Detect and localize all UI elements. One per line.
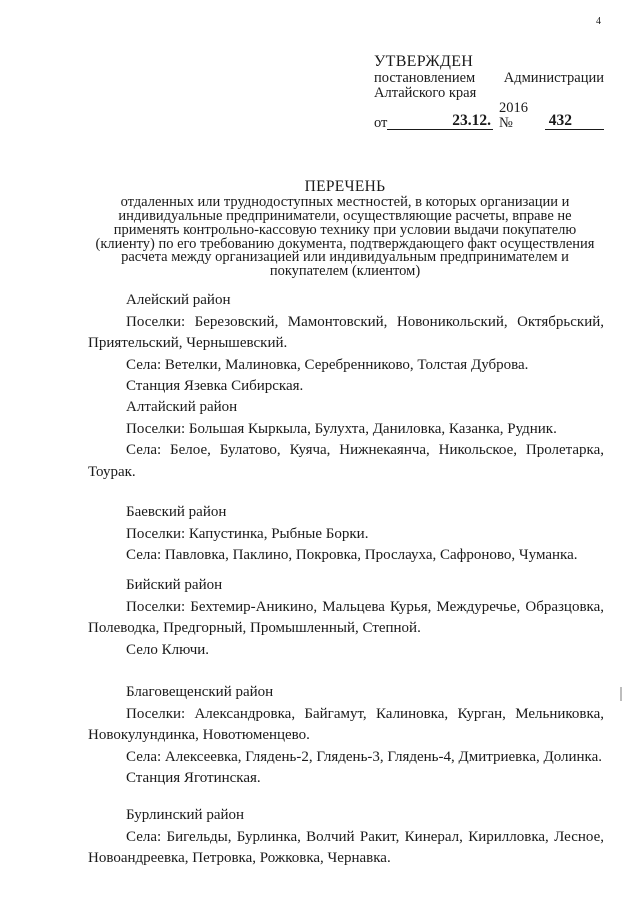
document-title: ПЕРЕЧЕНЬ	[304, 178, 386, 195]
district-block	[88, 805, 604, 870]
approval-resolution-line	[374, 71, 604, 86]
district-block	[88, 575, 604, 661]
district-name: Баевский район	[126, 504, 227, 520]
district-villages: Села: Ветелки, Малиновка, Серебренниково, Толстая Дуброва.	[126, 356, 529, 373]
district-settlements: Поселки: Бехтемир-Аникино, Мальцева Курья, Междуречье, Образцовка, Полеводка, Предгорный, Промышленный, Степной.	[88, 598, 604, 636]
district-villages: Села: Белое, Булатово, Куяча, Нижнекаянча, Никольское, Пролетарка, Тоурак.	[88, 442, 604, 480]
approval-date-prefix: от	[374, 114, 388, 131]
page-number: 4	[596, 16, 601, 27]
approval-year-number-label: 2016 №	[498, 100, 528, 131]
district-settlements: Поселки: Капустинка, Рыбные Борки.	[126, 525, 369, 542]
district-name: Алтайский район	[126, 399, 238, 415]
approval-date-row	[374, 101, 604, 130]
district-villages: Села: Бигельды, Бурлинка, Волчий Ракит, Кинерал, Кирилловка, Лесное, Новоандреевка, Петровка, Рожковка, Чернавка.	[88, 828, 604, 866]
district-settlements: Поселки: Березовский, Мамонтовский, Новоникольский, Октябрьский, Приятельский, Чернышевский.	[88, 313, 604, 351]
district-villages: Села: Павловка, Паклино, Покровка, Прослауха, Сафроново, Чуманка.	[126, 547, 578, 563]
approval-resolution-label: постановлением	[374, 70, 476, 86]
district-name: Бийский район	[126, 577, 223, 593]
approval-date-value: 23.12.	[387, 113, 493, 130]
approval-title: УТВЕРЖДЕН	[374, 53, 474, 70]
district-name: Благовещенский район	[126, 684, 274, 700]
approval-number-value: 432	[545, 113, 604, 130]
district-village: Село Ключи.	[126, 641, 210, 658]
district-block	[88, 502, 604, 567]
approval-region: Алтайского края	[374, 84, 477, 101]
document-heading	[80, 179, 610, 279]
district-settlements: Поселки: Большая Кыркыла, Булухта, Даниловка, Казанка, Рудник.	[126, 420, 557, 437]
scan-margin-mark	[620, 687, 622, 701]
district-block	[88, 290, 604, 398]
district-name: Бурлинский район	[126, 807, 245, 823]
document-subtitle: отдаленных или труднодоступных местностей, в которых организации и индивидуальные предприниматели, осуществляющие расчеты, вправе не применять контрольно-кассовую технику при условии выдачи покупателю (клиенту) по его требованию документа, подтверждающего факт осуществления расчета между организацией или индивидуальным предпринимателем и покупателем (клиентом)	[95, 194, 595, 280]
district-station: Станция Язевка Сибирская.	[126, 378, 304, 394]
approval-stamp	[374, 54, 604, 130]
district-name: Алейский район	[126, 292, 231, 308]
district-station: Станция Яготинская.	[126, 770, 261, 786]
district-settlements: Поселки: Александровка, Байгамут, Калиновка, Курган, Мельниковка, Новокулундинка, Новотюменцево.	[88, 705, 604, 743]
approval-administration-label: Администрации	[503, 70, 604, 86]
district-villages: Села: Алексеевка, Глядень-2, Глядень-3, Глядень-4, Дмитриевка, Долинка.	[126, 748, 603, 765]
district-block	[88, 397, 604, 483]
district-block	[88, 682, 604, 790]
